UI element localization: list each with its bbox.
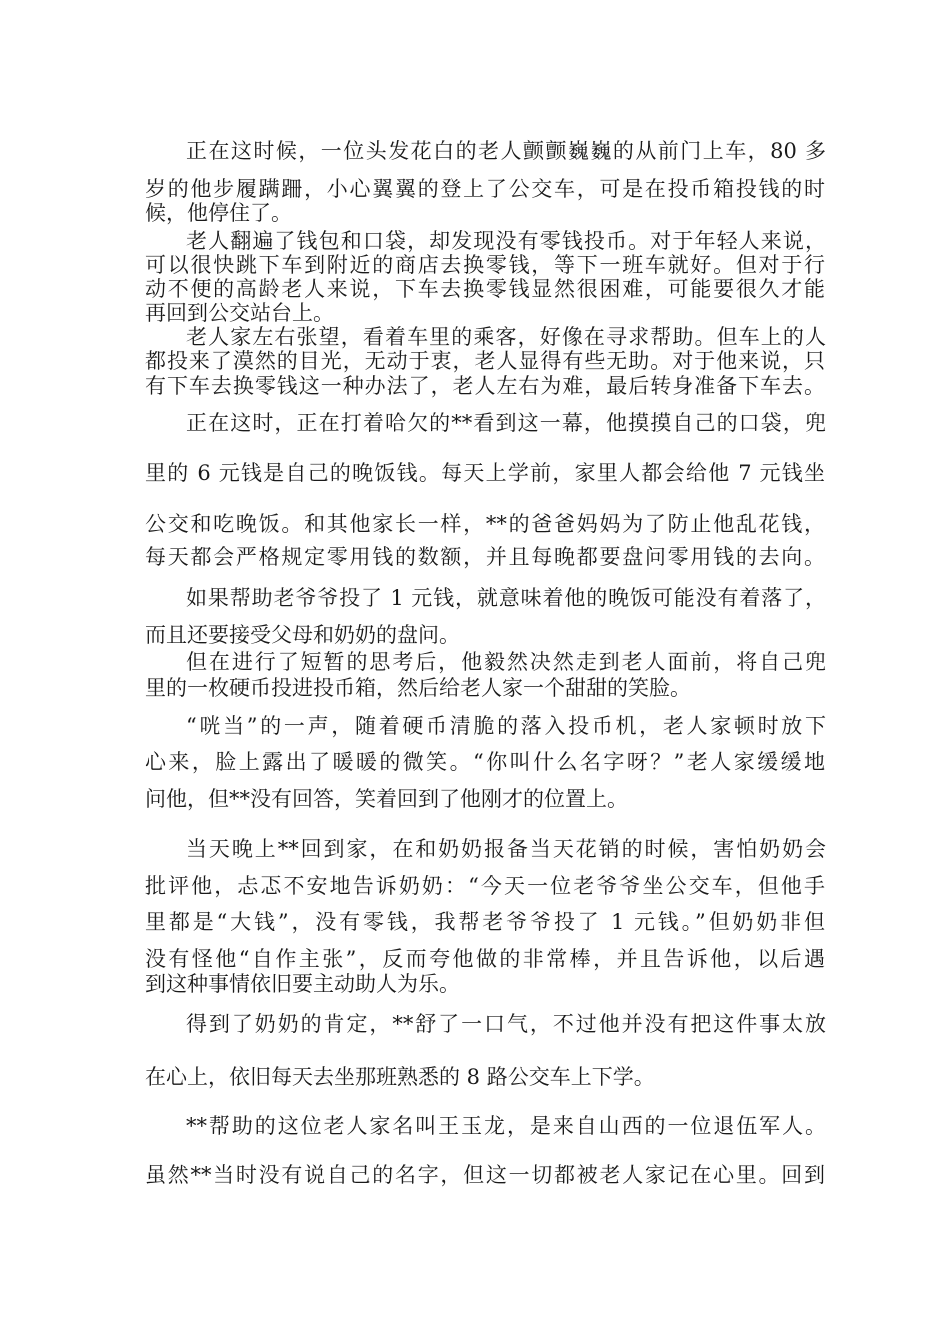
text-line: 在心上，依旧每天去坐那班熟悉的 8 路公交车上下学。 xyxy=(145,1065,655,1089)
text-line: 每天都会严格规定零用钱的数额，并且每晚都要盘问零用钱的去向。 xyxy=(145,545,825,569)
text-line: 岁的他步履蹒跚，小心翼翼的登上了公交车，可是在投币箱投钱的时 xyxy=(145,177,825,201)
text-line: 里都是“大钱”，没有零钱，我帮老爷爷投了 1 元钱。”但奶奶非但 xyxy=(145,910,825,934)
text-line: 而且还要接受父母和奶奶的盘问。 xyxy=(145,623,460,647)
text-line: 老人翻遍了钱包和口袋，却发现没有零钱投币。对于年轻人来说， xyxy=(186,229,826,253)
text-line: 公交和吃晚饭。和其他家长一样，**的爸爸妈妈为了防止他乱花钱， xyxy=(145,512,825,536)
text-line: 里的一枚硬币投进投币箱，然后给老人家一个甜甜的笑脸。 xyxy=(145,676,691,700)
text-line: 老人家左右张望，看着车里的乘客，好像在寻求帮助。但车上的人 xyxy=(186,325,826,349)
text-line: 有下车去换零钱这一种办法了，老人左右为难，最后转身准备下车去。 xyxy=(145,374,825,398)
text-line: **帮助的这位老人家名叫王玉龙，是来自山西的一位退伍军人。 xyxy=(186,1114,826,1138)
text-line: 候，他停住了。 xyxy=(145,201,292,225)
text-line: 动不便的高龄老人来说，下车去换零钱显然很困难，可能要很久才能 xyxy=(145,277,825,301)
text-line: 问他，但**没有回答，笑着回到了他刚才的位置上。 xyxy=(145,787,628,811)
text-line: 没有怪他“自作主张”，反而夸他做的非常棒，并且告诉他，以后遇 xyxy=(145,947,825,971)
text-line: 批评他，忐忑不安地告诉奶奶：“今天一位老爷爷坐公交车，但他手 xyxy=(145,874,825,898)
text-line: 里的 6 元钱是自己的晚饭钱。每天上学前，家里人都会给他 7 元钱坐 xyxy=(145,461,825,485)
text-line: 可以很快跳下车到附近的商店去换零钱，等下一班车就好。但对于行 xyxy=(145,253,825,277)
text-line: “咣当”的一声，随着硬币清脆的落入投币机，老人家顿时放下 xyxy=(186,714,826,738)
text-line: 当天晚上**回到家，在和奶奶报备当天花销的时候，害怕奶奶会 xyxy=(186,837,826,861)
text-line: 都投来了漠然的目光，无动于衷，老人显得有些无助。对于他来说，只 xyxy=(145,349,825,373)
text-line: 到这种事情依旧要主动助人为乐。 xyxy=(145,972,460,996)
text-line: 但在进行了短暂的思考后，他毅然决然走到老人面前，将自己兜 xyxy=(186,650,826,674)
text-line: 如果帮助老爷爷投了 1 元钱，就意味着他的晚饭可能没有着落了， xyxy=(186,586,826,610)
text-line: 正在这时候，一位头发花白的老人颤颤巍巍的从前门上车，80 多 xyxy=(186,139,826,163)
text-line: 得到了奶奶的肯定，**舒了一口气，不过他并没有把这件事太放 xyxy=(186,1012,826,1036)
text-line: 虽然**当时没有说自己的名字，但这一切都被老人家记在心里。回到 xyxy=(145,1163,825,1187)
text-line: 再回到公交站台上。 xyxy=(145,301,334,325)
text-line: 心来，脸上露出了暖暖的微笑。“你叫什么名字呀？”老人家缓缓地 xyxy=(145,750,825,774)
text-line: 正在这时，正在打着哈欠的**看到这一幕，他摸摸自己的口袋，兜 xyxy=(186,411,826,435)
